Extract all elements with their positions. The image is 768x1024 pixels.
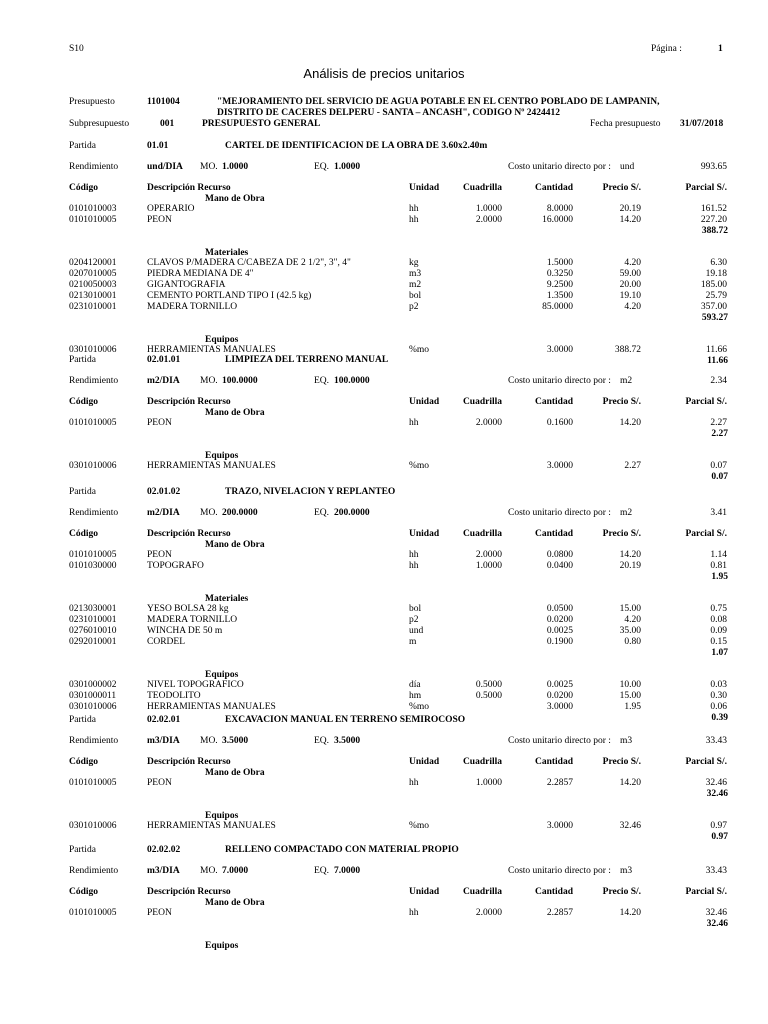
resource-desc: PEON (147, 550, 172, 560)
table-row (0, 626, 768, 637)
resource-code: 0213010001 (69, 291, 117, 301)
resource-code: 0207010005 (69, 269, 117, 279)
resource-unit: hm (409, 691, 422, 701)
group-heading: Mano de Obra (205, 540, 265, 550)
resource-desc: WINCHA DE 50 m (147, 626, 223, 636)
group-heading: Equipos (205, 335, 239, 345)
resource-cuadrilla: 2.0000 (475, 215, 502, 225)
resource-parcial: 32.46 (705, 778, 727, 788)
resource-desc: MADERA TORNILLO (147, 302, 238, 312)
costo-label: Costo unitario directo por : (508, 866, 611, 876)
fecha-value: 31/07/2018 (680, 119, 724, 129)
resource-cantidad: 8.0000 (546, 204, 573, 214)
col-header-cantidad: Cantidad (534, 757, 573, 767)
col-header-cantidad: Cantidad (534, 397, 573, 407)
resource-code: 0204120001 (69, 258, 117, 268)
resource-code: 0301000002 (69, 680, 117, 690)
group-subtotal: 1.95 (711, 572, 728, 582)
resource-parcial: 0.07 (710, 461, 727, 471)
resource-parcial: 161.52 (700, 204, 727, 214)
resource-unit: %mo (409, 821, 430, 831)
resource-precio: 15.00 (619, 691, 641, 701)
mo-label: MO. (200, 736, 218, 746)
resource-code: 0210050003 (69, 280, 117, 290)
resource-precio: 15.00 (619, 604, 641, 614)
resource-parcial: 11.66 (705, 345, 727, 355)
group-heading: Materiales (205, 594, 249, 604)
resource-cuadrilla: 0.5000 (475, 691, 502, 701)
resource-code: 0301010006 (69, 702, 117, 712)
page-number: 1 (718, 44, 723, 54)
partida-label: Partida (69, 845, 96, 855)
resource-desc: YESO BOLSA 28 kg (147, 604, 229, 614)
eq-label: EQ. (314, 866, 330, 876)
partida-label: Partida (69, 487, 96, 497)
costo-label: Costo unitario directo por : (508, 376, 611, 386)
resource-unit: kg (409, 258, 419, 268)
resource-code: 0231010001 (69, 302, 117, 312)
eq-label: EQ. (314, 162, 330, 172)
costo-value: 993.65 (700, 162, 727, 172)
resource-precio: 59.00 (619, 269, 641, 279)
partida-code: 02.02.02 (147, 845, 181, 855)
resource-desc: TEODOLITO (147, 691, 201, 701)
resource-cuadrilla: 2.0000 (475, 418, 502, 428)
resource-cantidad: 0.1600 (546, 418, 573, 428)
group-heading: Mano de Obra (205, 768, 265, 778)
resource-cantidad: 0.0400 (546, 561, 573, 571)
resource-cantidad: 0.0200 (546, 615, 573, 625)
resource-code: 0101010005 (69, 418, 117, 428)
resource-desc: HERRAMIENTAS MANUALES (147, 702, 276, 712)
table-row (0, 821, 768, 832)
table-row (0, 215, 768, 226)
table-row (0, 418, 768, 429)
subpresupuesto-label: Subpresupuesto (69, 119, 130, 129)
col-header-unit: Unidad (409, 183, 440, 193)
resource-cantidad: 3.0000 (546, 821, 573, 831)
resource-code: 0101010003 (69, 204, 117, 214)
resource-parcial: 0.81 (710, 561, 727, 571)
resource-parcial: 0.15 (710, 637, 727, 647)
col-header-precio: Precio S/. (602, 757, 641, 767)
costo-unit: und (620, 162, 635, 172)
table-row (0, 280, 768, 291)
costo-label: Costo unitario directo por : (508, 162, 611, 172)
resource-unit: hh (409, 550, 419, 560)
resource-parcial: 0.08 (710, 615, 727, 625)
group-heading: Equipos (205, 451, 239, 461)
resource-desc: TOPOGRAFO (147, 561, 204, 571)
col-header-unit: Unidad (409, 397, 440, 407)
resource-unit: %mo (409, 702, 430, 712)
resource-desc: NIVEL TOPOGRAFICO (147, 680, 244, 690)
resource-unit: %mo (409, 345, 430, 355)
group-heading: Equipos (205, 941, 239, 951)
resource-cantidad: 1.5000 (546, 258, 573, 268)
col-header-precio: Precio S/. (602, 529, 641, 539)
resource-parcial: 227.20 (700, 215, 727, 225)
resource-unit: hh (409, 561, 419, 571)
resource-precio: 14.20 (619, 778, 641, 788)
group-heading: Mano de Obra (205, 194, 265, 204)
resource-desc: CEMENTO PORTLAND TIPO I (42.5 kg) (147, 291, 312, 301)
resource-unit: %mo (409, 461, 430, 471)
resource-unit: hh (409, 908, 419, 918)
rendimiento-label: Rendimiento (69, 508, 119, 518)
resource-desc: PEON (147, 778, 172, 788)
resource-desc: PEON (147, 908, 172, 918)
eq-label: EQ. (314, 376, 330, 386)
col-header-cuadrilla: Cuadrilla (462, 529, 502, 539)
resource-code: 0301010006 (69, 821, 117, 831)
partida-label: Partida (69, 355, 96, 365)
group-subtotal: 1.07 (711, 648, 728, 658)
eq-label: EQ. (314, 508, 330, 518)
mo-value: 200.0000 (222, 508, 258, 518)
resource-cantidad: 0.0200 (546, 691, 573, 701)
rendimiento-unit: m3/DIA (147, 736, 180, 746)
resource-cantidad: 0.0800 (546, 550, 573, 560)
resource-precio: 32.46 (619, 821, 641, 831)
eq-value: 100.0000 (334, 376, 370, 386)
resource-cuadrilla: 2.0000 (475, 908, 502, 918)
table-row (0, 291, 768, 302)
group-subtotal: 11.66 (707, 356, 728, 366)
rendimiento-label: Rendimiento (69, 736, 119, 746)
group-subtotal: 0.07 (711, 472, 728, 482)
resource-parcial: 25.79 (705, 291, 727, 301)
col-header-unit: Unidad (409, 757, 440, 767)
resource-code: 0101010005 (69, 215, 117, 225)
col-header-code: Código (69, 757, 99, 767)
resource-precio: 20.19 (619, 204, 641, 214)
resource-unit: día (409, 680, 421, 690)
resource-parcial: 32.46 (705, 908, 727, 918)
col-header-precio: Precio S/. (602, 397, 641, 407)
col-header-unit: Unidad (409, 887, 440, 897)
subpresupuesto-code: 001 (160, 119, 175, 129)
partida-name: RELLENO COMPACTADO CON MATERIAL PROPIO (225, 845, 459, 855)
table-row (0, 680, 768, 691)
resource-unit: hh (409, 778, 419, 788)
group-subtotal: 0.97 (711, 832, 728, 842)
resource-desc: CORDEL (147, 637, 185, 647)
costo-value: 33.43 (705, 736, 727, 746)
resource-parcial: 0.97 (710, 821, 727, 831)
rendimiento-unit: m2/DIA (147, 508, 180, 518)
mo-value: 3.5000 (222, 736, 249, 746)
resource-code: 0301010006 (69, 345, 117, 355)
resource-desc: HERRAMIENTAS MANUALES (147, 821, 276, 831)
partida-name: EXCAVACION MANUAL EN TERRENO SEMIROCOSO (225, 715, 466, 725)
col-header-code: Código (69, 887, 99, 897)
resource-unit: m2 (409, 280, 422, 290)
resource-precio: 14.20 (619, 215, 641, 225)
fecha-label: Fecha presupuesto (590, 119, 661, 129)
resource-precio: 14.20 (619, 550, 641, 560)
table-row (0, 908, 768, 919)
presupuesto-desc-line2: DISTRITO DE CACERES DELPERU - SANTA – ANCASH", CODIGO Nº 2424412 (217, 108, 560, 118)
resource-code: 0276010010 (69, 626, 117, 636)
resource-cantidad: 85.0000 (542, 302, 573, 312)
group-heading: Equipos (205, 670, 239, 680)
resource-precio: 10.00 (619, 680, 641, 690)
group-subtotal: 2.27 (711, 429, 728, 439)
resource-unit: hh (409, 204, 419, 214)
mo-value: 100.0000 (222, 376, 258, 386)
rendimiento-label: Rendimiento (69, 376, 119, 386)
eq-value: 200.0000 (334, 508, 370, 518)
col-header-parcial: Parcial S/. (685, 183, 727, 193)
col-header-cuadrilla: Cuadrilla (462, 397, 502, 407)
col-header-desc: Descripción Recurso (147, 529, 231, 539)
resource-cantidad: 3.0000 (546, 702, 573, 712)
partida-label: Partida (69, 141, 96, 151)
resource-cantidad: 3.0000 (546, 345, 573, 355)
resource-unit: und (409, 626, 424, 636)
rendimiento-label: Rendimiento (69, 162, 119, 172)
resource-desc: OPERARIO (147, 204, 195, 214)
mo-label: MO. (200, 866, 218, 876)
resource-parcial: 357.00 (700, 302, 727, 312)
resource-code: 0213030001 (69, 604, 117, 614)
resource-desc: PIEDRA MEDIANA DE 4" (147, 269, 254, 279)
table-row (0, 561, 768, 572)
table-row (0, 637, 768, 648)
resource-code: 0301010006 (69, 461, 117, 471)
col-header-desc: Descripción Recurso (147, 887, 231, 897)
mo-label: MO. (200, 162, 218, 172)
resource-code: 0301000011 (69, 691, 117, 701)
costo-unit: m3 (620, 736, 633, 746)
col-header-code: Código (69, 397, 99, 407)
resource-precio: 19.10 (619, 291, 641, 301)
resource-cuadrilla: 1.0000 (475, 204, 502, 214)
col-header-desc: Descripción Recurso (147, 183, 231, 193)
resource-desc: CLAVOS P/MADERA C/CABEZA DE 2 1/2", 3", 4" (147, 258, 351, 268)
resource-precio: 388.72 (614, 345, 641, 355)
resource-cuadrilla: 2.0000 (475, 550, 502, 560)
page-label: Página : (651, 44, 682, 54)
table-row (0, 550, 768, 561)
resource-code: 0292010001 (69, 637, 117, 647)
costo-value: 2.34 (710, 376, 727, 386)
presupuesto-label: Presupuesto (69, 97, 115, 107)
resource-cantidad: 0.0500 (546, 604, 573, 614)
rendimiento-unit: und/DIA (147, 162, 183, 172)
mo-value: 7.0000 (222, 866, 249, 876)
resource-desc: PEON (147, 418, 172, 428)
col-header-cantidad: Cantidad (534, 529, 573, 539)
resource-unit: p2 (409, 615, 419, 625)
partida-code: 02.02.01 (147, 715, 181, 725)
resource-precio: 35.00 (619, 626, 641, 636)
col-header-unit: Unidad (409, 529, 440, 539)
mo-value: 1.0000 (222, 162, 249, 172)
resource-parcial: 19.18 (705, 269, 727, 279)
resource-code: 0231010001 (69, 615, 117, 625)
resource-code: 0101010005 (69, 550, 117, 560)
resource-precio: 20.19 (619, 561, 641, 571)
resource-code: 0101010005 (69, 778, 117, 788)
rendimiento-label: Rendimiento (69, 866, 119, 876)
resource-parcial: 6.30 (710, 258, 727, 268)
group-subtotal: 593.27 (701, 313, 728, 323)
resource-unit: bol (409, 291, 422, 301)
eq-value: 3.5000 (334, 736, 361, 746)
resource-unit: hh (409, 418, 419, 428)
resource-code: 0101030000 (69, 561, 117, 571)
eq-value: 1.0000 (334, 162, 361, 172)
resource-cuadrilla: 1.0000 (475, 561, 502, 571)
col-header-code: Código (69, 183, 99, 193)
col-header-cuadrilla: Cuadrilla (462, 887, 502, 897)
partida-code: 01.01 (147, 141, 169, 151)
col-header-parcial: Parcial S/. (685, 529, 727, 539)
resource-precio: 4.20 (624, 258, 641, 268)
table-row (0, 778, 768, 789)
col-header-desc: Descripción Recurso (147, 397, 231, 407)
resource-desc: GIGANTOGRAFIA (147, 280, 226, 290)
table-row (0, 615, 768, 626)
costo-label: Costo unitario directo por : (508, 736, 611, 746)
rendimiento-unit: m2/DIA (147, 376, 180, 386)
resource-precio: 14.20 (619, 418, 641, 428)
rendimiento-unit: m3/DIA (147, 866, 180, 876)
col-header-precio: Precio S/. (602, 183, 641, 193)
group-subtotal: 388.72 (701, 226, 728, 236)
table-row (0, 258, 768, 269)
resource-precio: 4.20 (624, 302, 641, 312)
col-header-precio: Precio S/. (602, 887, 641, 897)
col-header-parcial: Parcial S/. (685, 887, 727, 897)
resource-cantidad: 1.3500 (546, 291, 573, 301)
resource-parcial: 0.09 (710, 626, 727, 636)
resource-cantidad: 9.2500 (546, 280, 573, 290)
col-header-cantidad: Cantidad (534, 887, 573, 897)
table-row (0, 269, 768, 280)
partida-code: 02.01.02 (147, 487, 181, 497)
col-header-cuadrilla: Cuadrilla (462, 183, 502, 193)
group-heading: Materiales (205, 248, 249, 258)
mo-label: MO. (200, 376, 218, 386)
resource-unit: m (409, 637, 417, 647)
group-heading: Mano de Obra (205, 898, 265, 908)
costo-unit: m3 (620, 866, 633, 876)
group-subtotal: 32.46 (706, 919, 728, 929)
costo-label: Costo unitario directo por : (508, 508, 611, 518)
partida-label: Partida (69, 715, 96, 725)
page-title: Análisis de precios unitarios (303, 66, 465, 81)
resource-precio: 20.00 (619, 280, 641, 290)
table-row (0, 604, 768, 615)
resource-parcial: 0.75 (710, 604, 727, 614)
resource-unit: hh (409, 215, 419, 225)
resource-parcial: 0.06 (710, 702, 727, 712)
table-row (0, 691, 768, 702)
table-row (0, 461, 768, 472)
subpresupuesto-desc: PRESUPUESTO GENERAL (202, 119, 321, 129)
resource-cantidad: 0.0025 (546, 680, 573, 690)
eq-value: 7.0000 (334, 866, 361, 876)
resource-cantidad: 2.2857 (546, 908, 573, 918)
col-header-cuadrilla: Cuadrilla (462, 757, 502, 767)
partida-name: TRAZO, NIVELACION Y REPLANTEO (225, 487, 396, 497)
resource-cantidad: 3.0000 (546, 461, 573, 471)
group-subtotal: 32.46 (706, 789, 728, 799)
col-header-parcial: Parcial S/. (685, 757, 727, 767)
resource-unit: m3 (409, 269, 422, 279)
resource-code: 0101010005 (69, 908, 117, 918)
resource-unit: bol (409, 604, 422, 614)
resource-cantidad: 16.0000 (542, 215, 573, 225)
partida-code: 02.01.01 (147, 355, 181, 365)
costo-value: 33.43 (705, 866, 727, 876)
resource-precio: 0.80 (624, 637, 641, 647)
partida-name: CARTEL DE IDENTIFICACION DE LA OBRA DE 3.60x2.40m (225, 141, 488, 151)
eq-label: EQ. (314, 736, 330, 746)
sheet-code: S10 (69, 44, 84, 54)
costo-value: 3.41 (710, 508, 727, 518)
resource-parcial: 2.27 (710, 418, 727, 428)
table-row (0, 702, 768, 713)
resource-parcial: 0.03 (710, 680, 727, 690)
resource-desc: HERRAMIENTAS MANUALES (147, 461, 276, 471)
resource-desc: PEON (147, 215, 172, 225)
resource-precio: 2.27 (624, 461, 641, 471)
presupuesto-desc-line1: "MEJORAMIENTO DEL SERVICIO DE AGUA POTABLE EN EL CENTRO POBLADO DE LAMPANIN, (217, 97, 660, 107)
group-subtotal: 0.39 (711, 713, 728, 723)
table-row (0, 204, 768, 215)
presupuesto-code: 1101004 (147, 97, 180, 107)
resource-precio: 4.20 (624, 615, 641, 625)
resource-cuadrilla: 0.5000 (475, 680, 502, 690)
resource-precio: 1.95 (624, 702, 641, 712)
group-heading: Equipos (205, 811, 239, 821)
group-heading: Mano de Obra (205, 408, 265, 418)
resource-precio: 14.20 (619, 908, 641, 918)
resource-cantidad: 0.1900 (546, 637, 573, 647)
col-header-code: Código (69, 529, 99, 539)
resource-cuadrilla: 1.0000 (475, 778, 502, 788)
resource-desc: MADERA TORNILLO (147, 615, 238, 625)
col-header-desc: Descripción Recurso (147, 757, 231, 767)
col-header-parcial: Parcial S/. (685, 397, 727, 407)
col-header-cantidad: Cantidad (534, 183, 573, 193)
costo-unit: m2 (620, 376, 633, 386)
partida-name: LIMPIEZA DEL TERRENO MANUAL (225, 355, 389, 365)
resource-parcial: 0.30 (710, 691, 727, 701)
table-row (0, 302, 768, 313)
resource-unit: p2 (409, 302, 419, 312)
mo-label: MO. (200, 508, 218, 518)
resource-desc: HERRAMIENTAS MANUALES (147, 345, 276, 355)
resource-parcial: 1.14 (710, 550, 727, 560)
resource-cantidad: 0.0025 (546, 626, 573, 636)
resource-cantidad: 2.2857 (546, 778, 573, 788)
resource-cantidad: 0.3250 (546, 269, 573, 279)
costo-unit: m2 (620, 508, 633, 518)
resource-parcial: 185.00 (700, 280, 727, 290)
